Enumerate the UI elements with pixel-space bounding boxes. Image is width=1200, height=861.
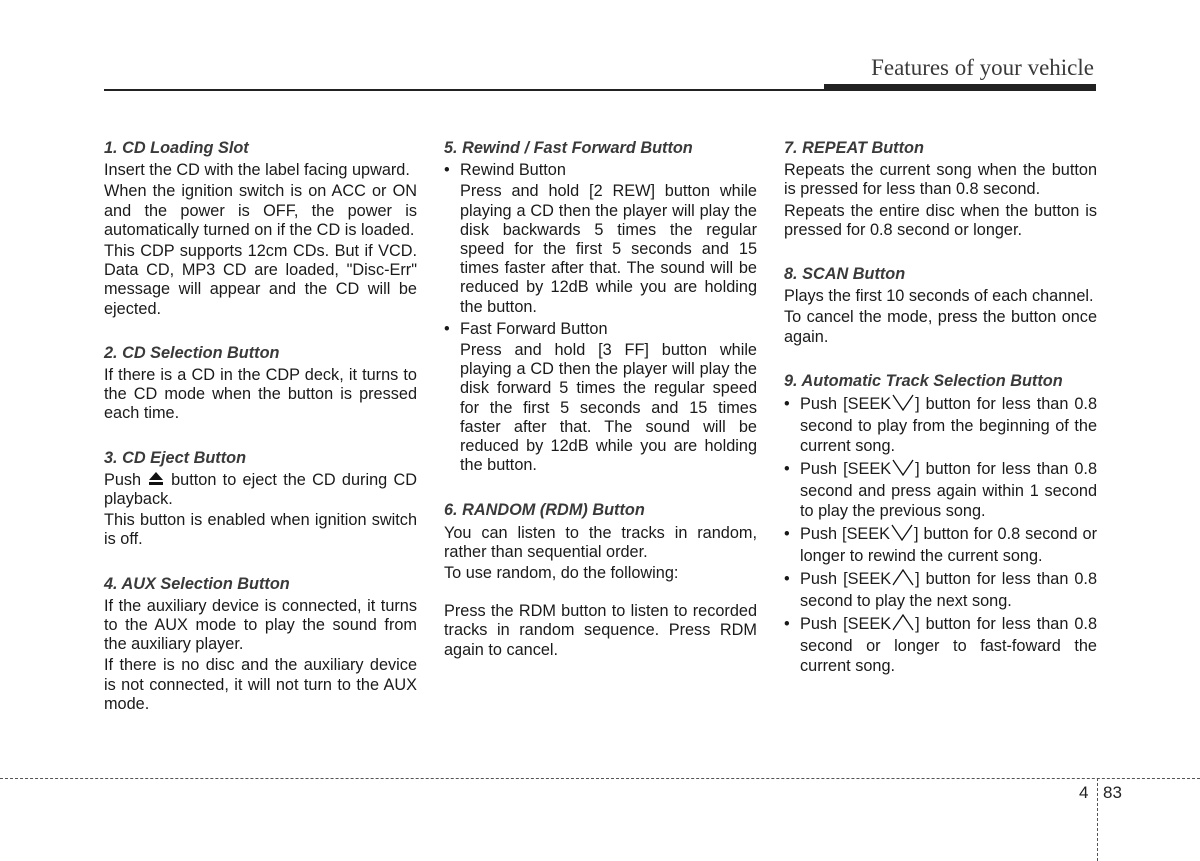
list-item-text: ] button for less than 0.8 second or longer to fast-foward the current song. <box>800 615 1097 676</box>
list-item <box>784 614 1097 676</box>
chapter-number: 4 <box>1079 783 1089 802</box>
seek-label: [SEEK <box>843 570 892 589</box>
column-right <box>784 138 1097 679</box>
paragraph: This button is enabled when ignition switch is off. <box>104 511 417 549</box>
seek-down-icon <box>892 394 914 416</box>
list-item <box>444 320 757 339</box>
list-item-label: Rewind Button <box>460 161 566 180</box>
seek-down-icon <box>892 459 914 481</box>
bullet: • <box>784 525 790 544</box>
seek-label: [SEEK <box>843 460 892 479</box>
bullet: • <box>784 615 790 634</box>
paragraph: Press the RDM button to listen to recorded tracks in random sequence. Press RDM again to cancel. <box>444 602 757 659</box>
seek-up-icon <box>892 614 914 636</box>
seek-up-icon <box>892 569 914 591</box>
paragraph: Repeats the current song when the button is pressed for less than 0.8 second. <box>784 161 1097 199</box>
page-number: 83 <box>1103 783 1122 802</box>
section-title-cd-selection-button: 2. CD Selection Button <box>104 343 280 362</box>
push-text: Push <box>800 615 838 634</box>
list-item-text: ] button for less than 0.8 second to play the next song. <box>800 570 1097 611</box>
paragraph <box>104 471 417 509</box>
paragraph: If there is a CD in the CDP deck, it turns to the CD mode when the button is pressed each time. <box>104 366 417 423</box>
list-item-text: ] button for 0.8 second or longer to rewind the current song. <box>800 525 1097 566</box>
section-title-aux-selection-button: 4. AUX Selection Button <box>104 574 290 593</box>
paragraph: Insert the CD with the label facing upward. <box>104 161 410 180</box>
section-title-cd-eject-button: 3. CD Eject Button <box>104 448 247 467</box>
paragraph: If there is no disc and the auxiliary device is not connected, it will not turn to the AUX mode. <box>104 656 417 713</box>
paragraph: Plays the first 10 seconds of each channel. <box>784 287 1094 306</box>
paragraph: Press and hold [2 REW] button while playing a CD then the player will play the disk backwards 5 times the regular speed for the first 5 seconds and 15 times faster after that. The sound will be reduced by 12dB while you are holding the button. <box>460 182 757 316</box>
push-text: Push <box>800 525 838 544</box>
eject-icon <box>149 471 163 490</box>
bullet: • <box>784 395 790 414</box>
bullet: • <box>444 319 450 338</box>
seek-label: [SEEK <box>842 525 891 544</box>
column-left <box>104 138 417 716</box>
list-item <box>784 569 1097 611</box>
section-title-rewind-fast-forward: 5. Rewind / Fast Forward Button <box>444 139 693 157</box>
list-item <box>784 459 1097 521</box>
header-rule-accent <box>824 84 1096 90</box>
push-text: Push <box>800 460 838 479</box>
column-middle <box>444 138 757 662</box>
section-title-automatic-track-selection: 9. Automatic Track Selection Button <box>784 371 1063 390</box>
list-item-text: ] button for less than 0.8 second and press again within 1 second to play the previous song. <box>800 460 1097 521</box>
paragraph: You can listen to the tracks in random, rather than sequential order. <box>444 523 757 561</box>
seek-down-icon <box>891 524 913 546</box>
paragraph: If the auxiliary device is connected, it turns to the AUX mode to play the sound from the auxiliary player. <box>104 596 417 654</box>
bullet: • <box>784 460 790 479</box>
paragraph: When the ignition switch is on ACC or ON and the power is OFF, the power is automatically turned on if the CD is loaded. <box>104 182 417 239</box>
paragraph: Press and hold [3 FF] button while playing a CD then the player will play the disk forward 5 times the regular speed for the first 5 seconds and 15 times faster after that. The sound will be reduced by 12dB while you are holding the button. <box>460 341 757 475</box>
section-title-random-button: 6. RANDOM (RDM) Button <box>444 501 645 520</box>
paragraph-text: Push <box>104 470 142 489</box>
page-header-title: Features of your vehicle <box>871 55 1094 80</box>
list-item <box>784 524 1097 566</box>
footer-divider <box>0 778 1200 779</box>
push-text: Push <box>800 570 838 589</box>
list-item-text: ] button for less than 0.8 second to play from the beginning of the current song. <box>800 395 1097 456</box>
footer-divider-vertical <box>1097 778 1098 861</box>
paragraph: To cancel the mode, press the button once again. <box>784 308 1097 346</box>
paragraph: This CDP supports 12cm CDs. But if VCD. Data CD, MP3 CD are loaded, "Disc-Err" message will appear and the CD will be ejected. <box>104 242 417 318</box>
section-title-cd-loading-slot: 1. CD Loading Slot <box>104 139 249 157</box>
section-title-repeat-button: 7. REPEAT Button <box>784 139 924 157</box>
list-item-label: Fast Forward Button <box>460 319 608 338</box>
paragraph-text: button to eject the CD during CD playback. <box>104 470 417 509</box>
bullet: • <box>784 570 790 589</box>
push-text: Push <box>800 395 838 414</box>
seek-label: [SEEK <box>843 395 892 414</box>
seek-label: [SEEK <box>843 615 892 634</box>
list-item <box>784 394 1097 456</box>
section-title-scan-button: 8. SCAN Button <box>784 265 906 284</box>
bullet: • <box>444 161 450 180</box>
paragraph: Repeats the entire disc when the button is pressed for 0.8 second or longer. <box>784 201 1097 239</box>
list-item <box>444 161 757 180</box>
paragraph: To use random, do the following: <box>444 564 679 583</box>
